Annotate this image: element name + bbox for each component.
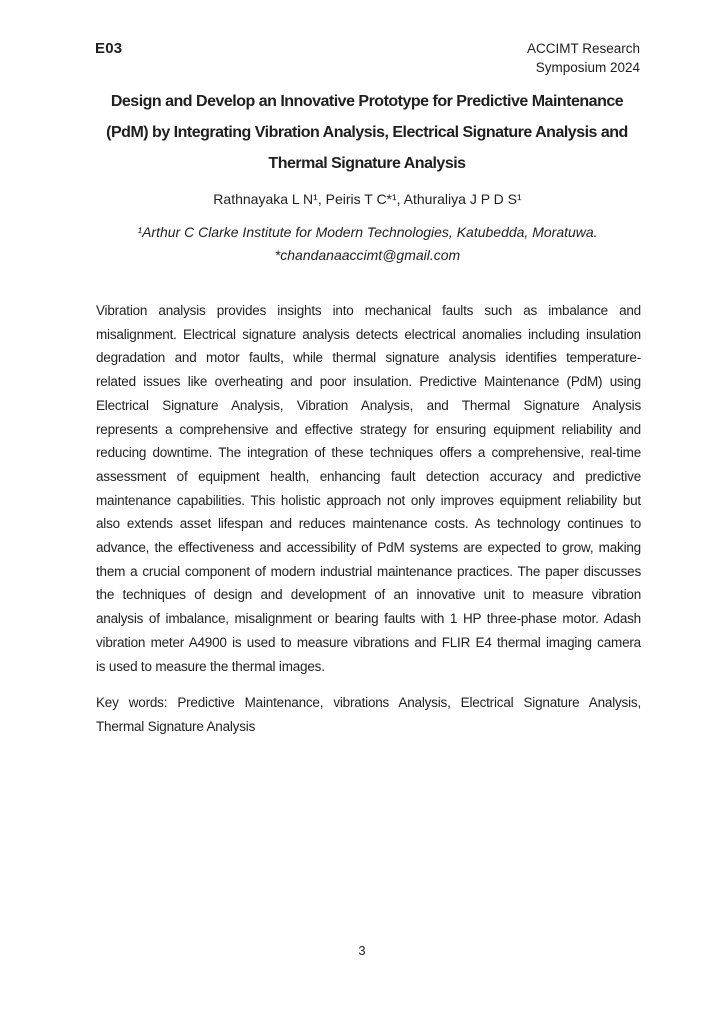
text-line: reducing downtime. The integration of these techniques offers a comprehensive, real-time [96,445,641,461]
text-line: the techniques of design and development of an innovative unit to measure vibration [96,587,641,603]
text-line: assessment of equipment health, enhancing fault detection accuracy and predictive [96,468,641,484]
text-line: Thermal Signature Analysis [96,718,256,734]
text-line: Thermal Signature Analysis [268,155,466,172]
text-line: Electrical Signature Analysis, Vibration Analysis, and Thermal Signature Analysis [96,397,641,413]
text-line: represents a comprehensive and effective strategy for ensuring equipment reliability and [96,421,641,437]
symposium-label [527,40,640,77]
text-line: degradation and motor faults, while thermal signature analysis identifies temperature- [96,350,641,366]
email-line: *chandanaaccimt@gmail.com [274,247,461,263]
text-line: also extends asset lifespan and reduces maintenance costs. As technology continues to [96,516,641,532]
authors-line: Rathnayaka L N¹, Peiris T C*¹, Athuraliya J P D S¹ [213,191,522,207]
text-line: (PdM) by Integrating Vibration Analysis, Electrical Signature Analysis and [106,124,628,141]
text-line: Vibration analysis provides insights into mechanical faults such as imbalance and [96,303,641,318]
paper-code: E03 [95,40,123,57]
keywords-paragraph [96,691,641,738]
abstract-paragraph [96,299,641,678]
text-line: Design and Develop an Innovative Prototype for Predictive Maintenance [110,93,624,110]
text-line: them a crucial component of modern industrial maintenance practices. The paper discusses [96,563,641,579]
paper-title [90,86,644,179]
page-number: 3 [358,943,366,958]
text-line: Key words: Predictive Maintenance, vibrations Analysis, Electrical Signature Analysis, [96,695,641,710]
page-header [95,40,640,77]
text-line: advance, the effectiveness and accessibility of PdM systems are expected to grow, making [96,540,641,556]
text-line: maintenance capabilities. This holistic approach not only improves equipment reliability but [96,492,641,508]
text-line: ACCIMT Research [526,41,640,56]
text-line: related issues like overheating and poor insulation. Predictive Maintenance (PdM) using [96,374,641,390]
text-line: vibration meter A4900 is used to measure vibrations and FLIR E4 thermal imaging camera [96,634,641,650]
text-line: is used to measure the thermal images. [96,658,325,674]
text-line: analysis of imbalance, misalignment or bearing faults with 1 HP three-phase motor. Adash [96,611,641,627]
text-line: Symposium 2024 [535,59,640,75]
affiliation-line: ¹Arthur C Clarke Institute for Modern Technologies, Katubedda, Moratuwa. [137,224,598,240]
text-line: misalignment. Electrical signature analysis detects electrical anomalies including insulation [96,326,641,342]
